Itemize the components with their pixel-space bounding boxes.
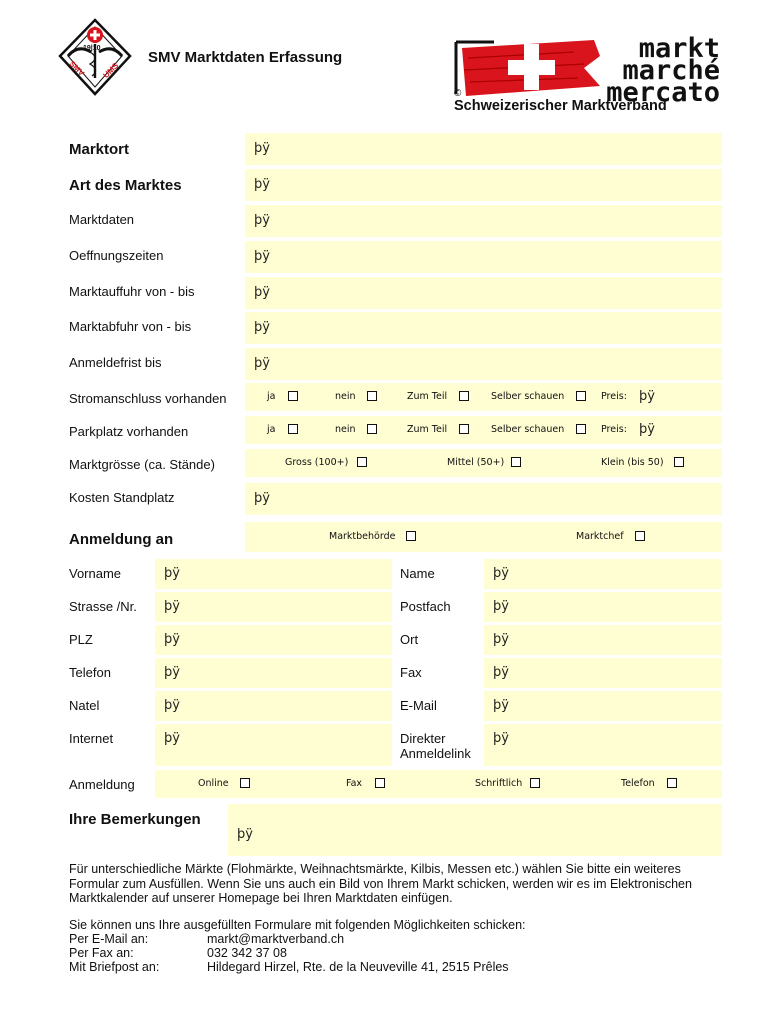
groesse-gross-label: Gross (100+) [285, 457, 349, 468]
strom-zumteil-checkbox[interactable] [459, 391, 469, 401]
park-selber-checkbox[interactable] [576, 424, 586, 434]
online-label: Online [198, 778, 229, 789]
input-fax[interactable]: þÿ [484, 658, 722, 688]
badge-years: 19|10 [83, 45, 101, 52]
label-fax: Fax [400, 665, 422, 680]
strom-selber-label: Selber schauen [491, 391, 565, 402]
footer-email-label: Per E-Mail an: [69, 932, 149, 946]
groesse-klein-label: Klein (bis 50) [601, 457, 664, 468]
footer-post-value: Hildegard Hirzel, Rte. de la Neuveville 41, 2515 Prêles [207, 960, 509, 974]
input-art-des-marktes[interactable]: þÿ [245, 169, 722, 201]
marktchef-checkbox[interactable] [635, 531, 645, 541]
park-selber-label: Selber schauen [491, 424, 565, 435]
label-art-des-marktes: Art des Marktes [69, 177, 182, 194]
park-nein-checkbox[interactable] [367, 424, 377, 434]
logo-text-mercato: mercato [606, 77, 720, 108]
label-kosten-standplatz: Kosten Standplatz [69, 490, 175, 505]
label-postfach: Postfach [400, 599, 451, 614]
label-strasse: Strasse /Nr. [69, 599, 137, 614]
label-marktgroesse: Marktgrösse (ca. Stände) [69, 457, 215, 472]
label-stromanschluss: Stromanschluss vorhanden [69, 391, 227, 406]
footer-paragraph-1 [69, 862, 692, 906]
park-nein-label: nein [335, 424, 356, 435]
label-anmeldung: Anmeldung [69, 777, 135, 792]
anmeldung-options-row [155, 770, 722, 798]
footer-paragraph-2: Sie können uns Ihre ausgefüllten Formulare mit folgenden Möglichkeiten schicken: [69, 918, 526, 932]
logo-text-marche: marché [622, 55, 720, 86]
label-marktdaten: Marktdaten [69, 212, 135, 227]
marktbehoerde-checkbox[interactable] [406, 531, 416, 541]
label-oeffnungszeiten: Oeffnungszeiten [69, 248, 164, 263]
label-plz: PLZ [69, 632, 93, 647]
footer-line-1: Für unterschiedliche Märkte (Flohmärkte, Weihnachtsmärkte, Kilbis, Messen etc.) wählen Sie bitte ein weiteres [69, 862, 681, 876]
anm-fax-label: Fax [346, 778, 363, 789]
logo-text-markt: markt [638, 33, 720, 64]
groesse-options-row [245, 449, 722, 477]
footer-line-3: Marktkalender auf unserer Homepage bei Ihren Marktdaten einfügen. [69, 891, 453, 905]
strom-nein-checkbox[interactable] [367, 391, 377, 401]
input-strasse[interactable]: þÿ [155, 592, 392, 622]
strom-zumteil-label: Zum Teil [407, 391, 448, 402]
label-direkter-anmeldelink [400, 731, 471, 761]
input-ort[interactable]: þÿ [484, 625, 722, 655]
marktbehoerde-label: Marktbehörde [329, 531, 396, 542]
label-natel: Natel [69, 698, 100, 713]
input-postfach[interactable]: þÿ [484, 592, 722, 622]
park-zumteil-label: Zum Teil [407, 424, 448, 435]
parkplatz-options-row [245, 416, 722, 444]
park-ja-label: ja [267, 424, 276, 435]
strom-preis-input[interactable]: þÿ [639, 389, 655, 404]
logo-copyright: © [454, 88, 462, 99]
label-ort: Ort [400, 632, 419, 647]
input-internet[interactable]: þÿ [155, 724, 392, 766]
strom-nein-label: nein [335, 391, 356, 402]
input-email[interactable]: þÿ [484, 691, 722, 721]
label-anmeldefrist: Anmeldefrist bis [69, 355, 162, 370]
strom-preis-label: Preis: [601, 391, 627, 402]
label-direkter-line1: Direkter [400, 731, 446, 746]
input-bemerkungen[interactable]: þÿ [228, 804, 722, 856]
anm-telefon-label: Telefon [621, 778, 655, 789]
smv-badge-logo [58, 18, 132, 96]
input-name[interactable]: þÿ [484, 559, 722, 589]
input-marktabfuhr[interactable]: þÿ [245, 312, 722, 344]
page-title: SMV Marktdaten Erfassung [148, 49, 343, 66]
label-direkter-line2: Anmeldelink [400, 746, 471, 761]
anm-telefon-checkbox[interactable] [667, 778, 677, 788]
anmeldung-an-options [245, 522, 722, 552]
park-zumteil-checkbox[interactable] [459, 424, 469, 434]
market-brand-logo [454, 33, 724, 118]
label-parkplatz: Parkplatz vorhanden [69, 424, 189, 439]
smv-badge-icon [58, 18, 132, 96]
footer-fax-value: 032 342 37 08 [207, 946, 287, 960]
heading-anmeldung-an: Anmeldung an [69, 531, 174, 548]
input-direkter-anmeldelink[interactable]: þÿ [484, 724, 722, 766]
footer-fax-label: Per Fax an: [69, 946, 134, 960]
park-preis-label: Preis: [601, 424, 627, 435]
input-oeffnungszeiten[interactable]: þÿ [245, 241, 722, 273]
strom-ja-checkbox[interactable] [288, 391, 298, 401]
groesse-mittel-checkbox[interactable] [511, 457, 521, 467]
footer-line-2: Formular zum Ausfüllen. Wenn Sie uns auch ein Bild von Ihrem Markt schicken, werden wir es im Elektronischen [69, 876, 692, 891]
label-marktabfuhr: Marktabfuhr von - bis [69, 319, 192, 334]
heading-ihre-bemerkungen: Ihre Bemerkungen [69, 811, 201, 828]
logo-subtitle: Schweizerischer Marktverband [454, 98, 667, 114]
schriftlich-checkbox[interactable] [530, 778, 540, 788]
label-email: E-Mail [400, 698, 437, 713]
input-natel[interactable]: þÿ [155, 691, 392, 721]
input-kosten-standplatz[interactable]: þÿ [245, 483, 722, 515]
input-telefon[interactable]: þÿ [155, 658, 392, 688]
badge-left-text: SMV [67, 59, 86, 78]
groesse-klein-checkbox[interactable] [674, 457, 684, 467]
footer-post-label: Mit Briefpost an: [69, 960, 160, 974]
label-marktauffuhr: Marktauffuhr von - bis [69, 284, 195, 299]
input-marktort[interactable]: þÿ [245, 133, 722, 165]
label-marktort: Marktort [69, 141, 130, 158]
label-telefon: Telefon [69, 665, 111, 680]
strom-selber-checkbox[interactable] [576, 391, 586, 401]
schriftlich-label: Schriftlich [475, 778, 523, 789]
anm-fax-checkbox[interactable] [375, 778, 385, 788]
label-vorname: Vorname [69, 566, 122, 581]
groesse-gross-checkbox[interactable] [357, 457, 367, 467]
marktchef-label: Marktchef [576, 531, 624, 542]
input-marktdaten[interactable]: þÿ [245, 205, 722, 237]
input-anmeldefrist[interactable]: þÿ [245, 348, 722, 380]
footer-email-value[interactable]: markt@marktverband.ch [207, 932, 345, 946]
park-ja-checkbox[interactable] [288, 424, 298, 434]
label-name: Name [400, 566, 435, 581]
input-vorname[interactable]: þÿ [155, 559, 392, 589]
strom-ja-label: ja [267, 391, 276, 402]
input-marktauffuhr[interactable]: þÿ [245, 277, 722, 309]
groesse-mittel-label: Mittel (50+) [447, 457, 505, 468]
park-preis-input[interactable]: þÿ [639, 422, 655, 437]
label-internet: Internet [69, 731, 114, 746]
badge-right-text: UMS [101, 61, 121, 80]
input-plz[interactable]: þÿ [155, 625, 392, 655]
online-checkbox[interactable] [240, 778, 250, 788]
strom-options-row [245, 383, 722, 411]
